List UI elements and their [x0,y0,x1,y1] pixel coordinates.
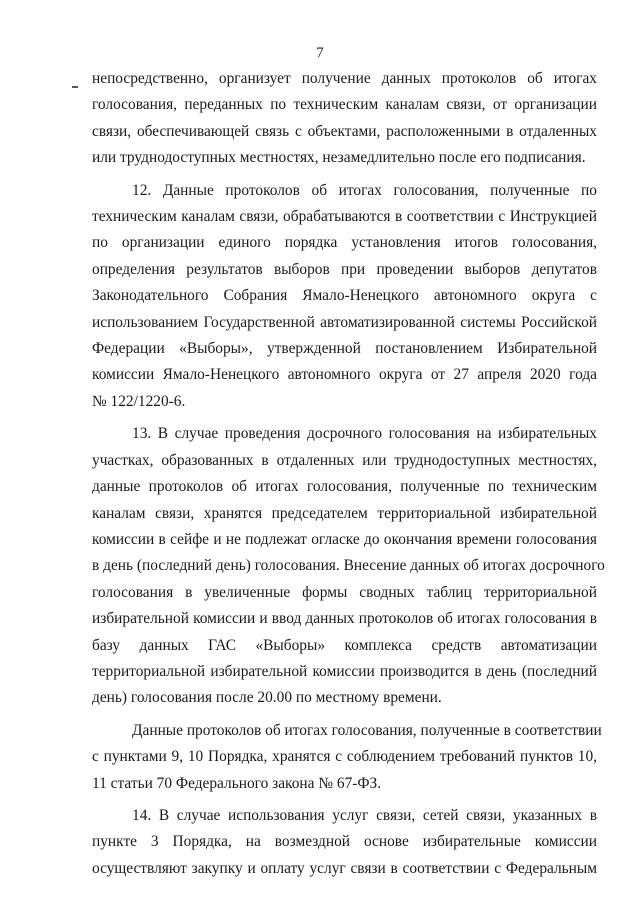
text-line: с пунктами 9, 10 Порядка, хранятся с соблюдением требований пунктов 10, [92,748,597,766]
text-line: использованием Государственной автоматизированной системы Российской [92,313,597,331]
text-line: или труднодоступных местностях, незамедлительно после его подписания. [92,149,586,167]
paragraph-p13b [92,718,602,797]
text-line: № 122/1220-6. [92,392,186,410]
paragraph-p0 [92,66,597,172]
text-line: каналам связи, хранятся председателем территориальной избирательной [92,504,597,522]
text-line: территориальной избирательной комиссии производится в день (последний [92,662,597,680]
paragraph-p14 [92,803,597,882]
text-line: определения результатов выборов при проведении выборов депутатов [92,260,597,278]
margin-mark [72,86,78,88]
text-line: Федерации «Выборы», утвержденной постановлением Избирательной [92,340,597,358]
paragraph-p12 [92,178,597,416]
text-line: голосования в увеличенные формы сводных таблиц территориальной [92,583,597,601]
text-line: непосредственно, организует получение данных протоколов об итогах [92,70,597,87]
text-line: техническим каналам связи, обрабатываются в соответствии с Инструкцией [92,208,597,226]
text-line: 14. В случае использования услуг связи, сетей связи, указанных в [132,806,597,824]
text-line: 11 статьи 70 Федерального закона № 67-ФЗ. [92,774,382,792]
text-line: по организации единого порядка установления итогов голосования, [92,234,597,252]
page-number: 7 [316,45,324,61]
text-line: базу данных ГАС «Выборы» комплекса средств автоматизации [92,636,597,654]
document-body [92,66,605,882]
text-line: данные протоколов об итогах голосования, полученные по техническим [92,478,597,496]
text-line: комиссии в сейфе и не подлежат огласке до окончания времени голосования [92,530,597,548]
text-line: 12. Данные протоколов об итогах голосования, полученные по [132,181,597,199]
text-line: осуществляют закупку и оплату услуг связи в соответствии с Федеральным [92,859,597,877]
text-line: голосования, переданных по техническим каналам связи, от организации [92,96,597,114]
text-line: в день (последний день) голосования. Внесение данных об итогах досрочного [92,557,605,575]
text-line: Данные протоколов об итогах голосования, полученные в соответствии [132,721,602,739]
text-line: пункте 3 Порядка, на возмездной основе избирательные комиссии [92,833,597,851]
paragraph-p13 [92,421,605,711]
text-line: день) голосования после 20.00 по местному времени. [92,689,442,707]
text-line: избирательной комиссии и ввод данных протоколов об итогах голосования в [92,610,597,628]
text-line: комиссии Ямало-Ненецкого автономного округа от 27 апреля 2020 года [92,366,597,384]
text-line: участках, образованных в отдаленных или труднодоступных местностях, [92,451,597,469]
text-line: связи, обеспечивающей связь с объектами, расположенными в отдаленных [92,122,597,140]
text-line: Законодательного Собрания Ямало-Ненецкого автономного округа с [92,287,597,305]
text-line: 13. В случае проведения досрочного голосования на избирательных [132,425,597,443]
